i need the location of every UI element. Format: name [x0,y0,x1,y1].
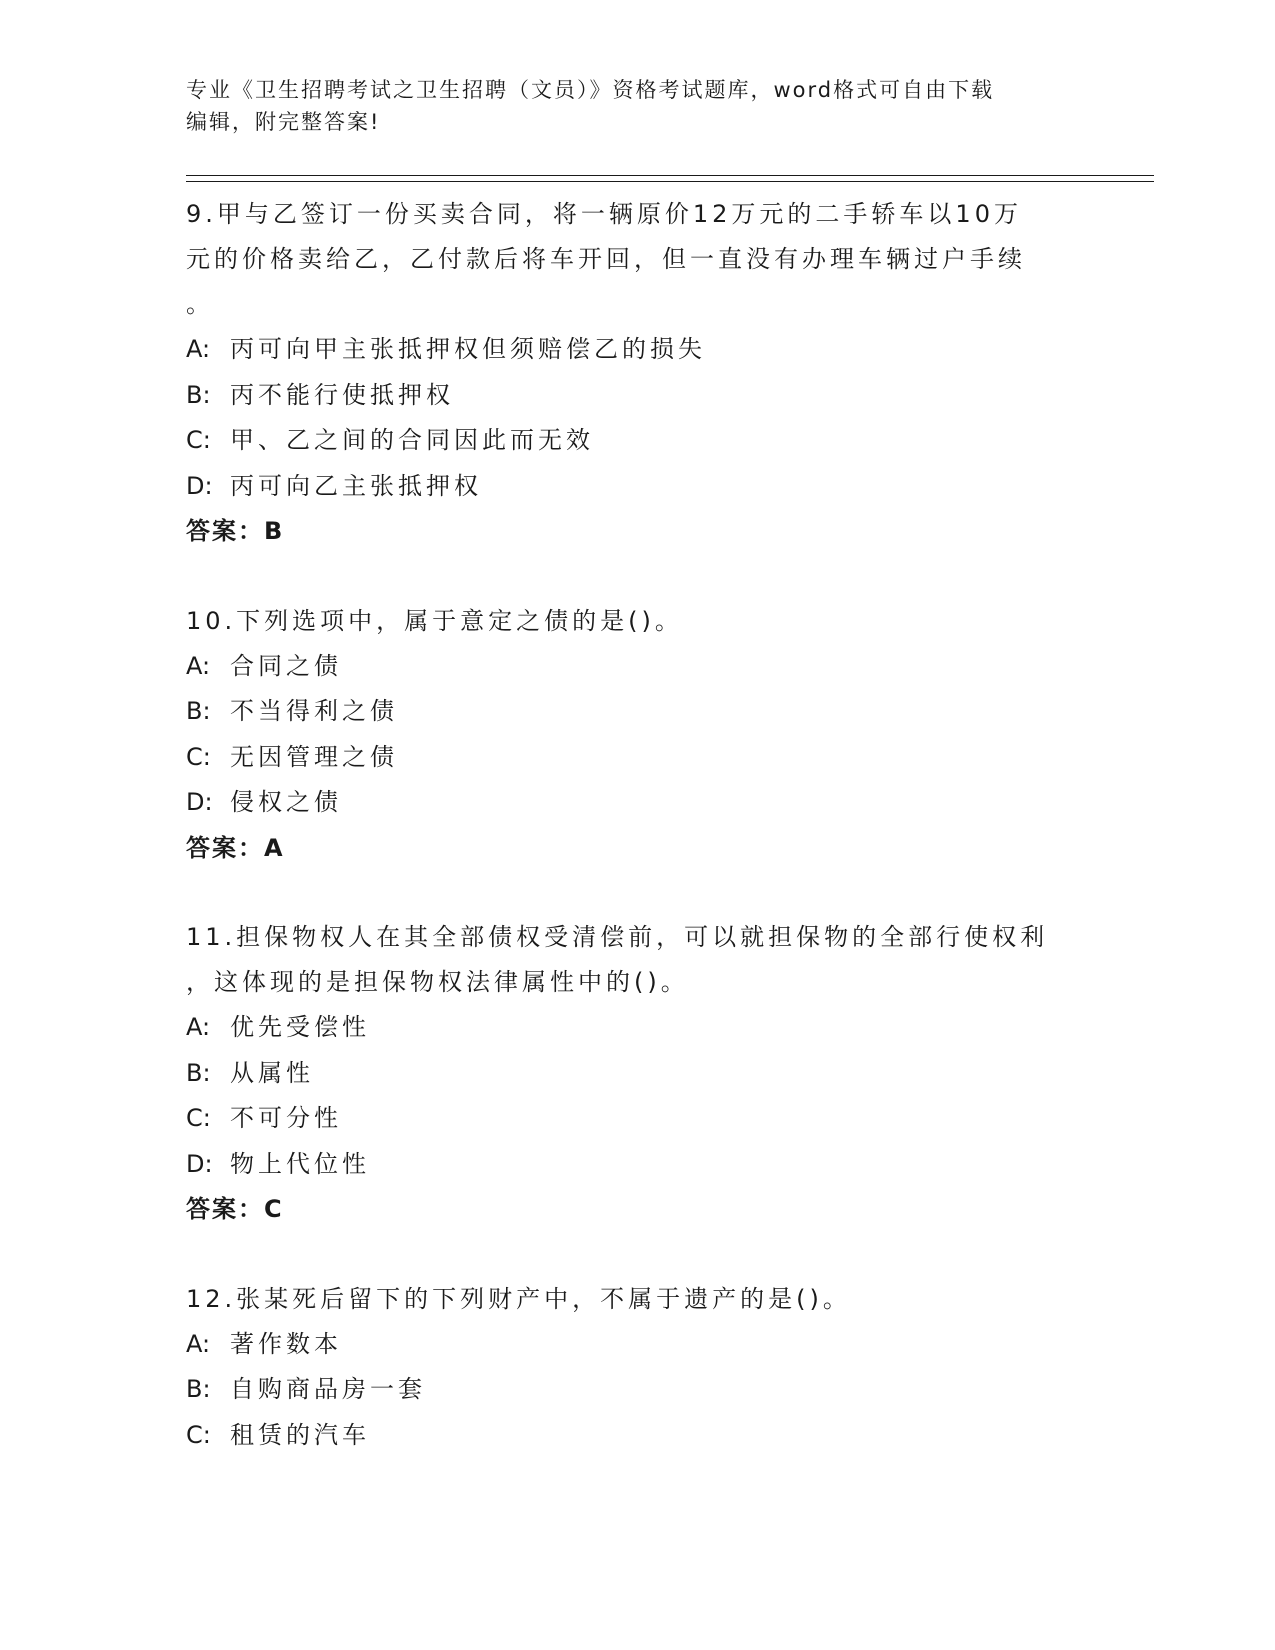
option-letter: C: [186,426,211,454]
question-stem-line: 9.甲与乙签订一份买卖合同，将一辆原价12万元的二手轿车以10万 [186,200,1022,228]
option-text: 丙可向甲主张抵押权但须赔偿乙的损失 [230,335,706,363]
option-text: 不可分性 [230,1104,342,1132]
option-text: 自购商品房一套 [230,1375,426,1403]
option-d [186,780,1086,826]
option-text: 从属性 [230,1058,314,1087]
option-text: 侵权之债 [230,788,342,816]
question-stem-line: 。 [186,290,214,318]
option-text: 合同之债 [230,651,342,680]
question-9 [186,192,1086,555]
option-text: 物上代位性 [230,1149,370,1178]
option-letter: B: [186,1375,211,1403]
header-divider-bottom [186,181,1154,182]
option-b [186,1367,1086,1413]
option-text: 无因管理之债 [230,742,398,771]
question-12 [186,1277,1086,1459]
option-c [186,1096,1086,1142]
option-letter: D: [186,788,213,816]
option-text: 著作数本 [230,1329,342,1358]
option-letter: D: [186,1149,213,1178]
option-letter: C: [186,1104,211,1132]
question-stem-line: 10.下列选项中，属于意定之债的是()。 [186,606,683,635]
option-letter: D: [186,471,213,500]
header-divider-top [186,175,1154,176]
question-stem-line: 12.张某死后留下的下列财产中，不属于遗产的是()。 [186,1284,851,1313]
option-text: 甲、乙之间的合同因此而无效 [230,426,594,454]
answer-line: 答案：A [186,833,285,862]
option-c [186,1413,1086,1459]
question-stem-line: ，这体现的是担保物权法律属性中的()。 [186,968,689,996]
option-a [186,1005,1086,1051]
option-letter: A: [186,1329,211,1358]
answer-line: 答案：B [186,517,285,545]
answer-line: 答案：C [186,1195,284,1223]
option-text: 不当得利之债 [230,697,398,725]
option-letter: A: [186,1013,211,1041]
option-a [186,1322,1086,1368]
option-text: 丙不能行使抵押权 [230,380,454,409]
option-letter: A: [186,335,211,363]
option-letter: B: [186,1058,211,1087]
question-10 [186,599,1086,872]
option-letter: A: [186,651,211,680]
option-b [186,373,1086,419]
option-letter: C: [186,1420,211,1449]
option-letter: C: [186,742,211,771]
option-a [186,644,1086,690]
option-text: 丙可向乙主张抵押权 [230,471,482,500]
option-c [186,418,1086,464]
header-line-1: 专业《卫生招聘考试之卫生招聘（文员）》资格考试题库，word格式可自由下载 [186,78,995,102]
option-text: 优先受偿性 [230,1013,370,1041]
option-letter: B: [186,697,211,725]
option-d [186,1142,1086,1188]
option-text: 租赁的汽车 [230,1420,370,1449]
question-stem-line: 元的价格卖给乙，乙付款后将车开回，但一直没有办理车辆过户手续 [186,245,1026,273]
option-c [186,735,1086,781]
header-line-2: 编辑，附完整答案! [186,110,381,134]
question-list [186,192,1086,1502]
document-header [186,74,1086,138]
question-stem-line: 11.担保物权人在其全部债权受清偿前，可以就担保物的全部行使权利 [186,923,1049,951]
option-a [186,327,1086,373]
option-letter: B: [186,380,211,409]
option-b [186,1051,1086,1097]
question-11 [186,915,1086,1233]
option-b [186,689,1086,735]
option-d [186,464,1086,510]
